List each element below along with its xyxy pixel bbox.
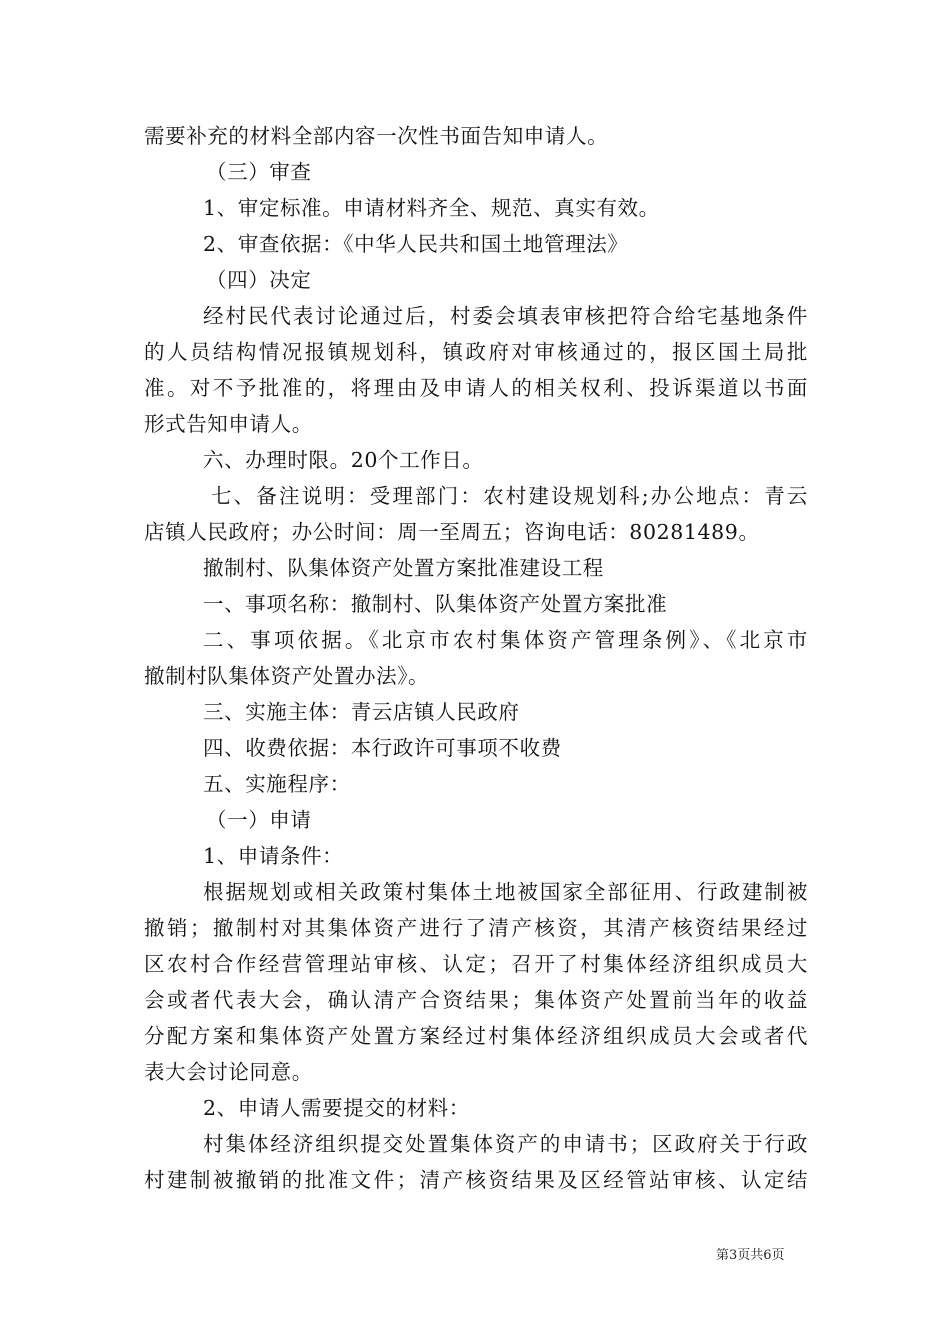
page-number-footer: 第3页共6页 (716, 1248, 785, 1263)
text-line: 四、收费依据：本行政许可事项不收费 (203, 736, 562, 760)
section-heading: （一）申请 (206, 808, 312, 832)
text-line: 二、事项依据。《北京市农村集体资产管理条例》、《北京市 (203, 628, 808, 652)
text-line: 2、申请人需要提交的材料： (203, 1096, 470, 1120)
text-line: 撤销；撤制村对其集体资产进行了清产核资，其清产核资结果经过 (144, 916, 808, 940)
document-title: 撤制村、队集体资产处置方案批准建设工程 (203, 556, 604, 580)
text-line: 需要补充的材料全部内容一次性书面告知申请人。 (144, 124, 609, 148)
text-line: 根据规划或相关政策村集体土地被国家全部征用、行政建制被 (203, 880, 808, 904)
section-heading: （三）审查 (206, 160, 312, 184)
text-line: 2、审查依据：《中华人民共和国土地管理法》 (203, 232, 629, 256)
section-heading: （四）决定 (206, 268, 312, 292)
text-line: 七、备注说明：受理部门：农村建设规划科;办公地点：青云 (211, 484, 808, 508)
text-line: 形式告知申请人。 (144, 412, 313, 436)
text-line: 会或者代表大会，确认清产合资结果；集体资产处置前当年的收益 (144, 988, 808, 1012)
text-line: 1、审定标准。申请材料齐全、规范、真实有效。 (203, 196, 660, 220)
document-body (144, 118, 808, 1198)
text-line: 表大会讨论同意。 (144, 1060, 313, 1084)
text-line: 分配方案和集体资产处置方案经过村集体经济组织成员大会或者代 (144, 1024, 808, 1048)
text-line: 区农村合作经营管理站审核、认定；召开了村集体经济组织成员大 (144, 952, 808, 976)
text-line: 准。对不予批准的，将理由及申请人的相关权利、投诉渠道以书面 (144, 376, 808, 400)
text-line: 五、实施程序： (203, 772, 351, 796)
text-line: 1、申请条件： (203, 844, 344, 868)
text-line: 店镇人民政府；办公时间：周一至周五；咨询电话：80281489。 (144, 520, 760, 544)
text-line: 三、实施主体：青云店镇人民政府 (203, 700, 520, 724)
text-line: 一、事项名称：撤制村、队集体资产处置方案批准 (203, 592, 668, 616)
text-line: 六、办理时限。20个工作日。 (203, 448, 484, 472)
text-line: 的人员结构情况报镇规划科，镇政府对审核通过的，报区国土局批 (144, 340, 808, 364)
text-line: 村集体经济组织提交处置集体资产的申请书；区政府关于行政 (203, 1132, 808, 1156)
text-line: 村建制被撤销的批准文件；清产核资结果及区经管站审核、认定结 (144, 1168, 808, 1192)
text-line: 经村民代表讨论通过后，村委会填表审核把符合给宅基地条件 (203, 304, 808, 328)
text-line: 撤制村队集体资产处置办法》。 (144, 664, 430, 688)
